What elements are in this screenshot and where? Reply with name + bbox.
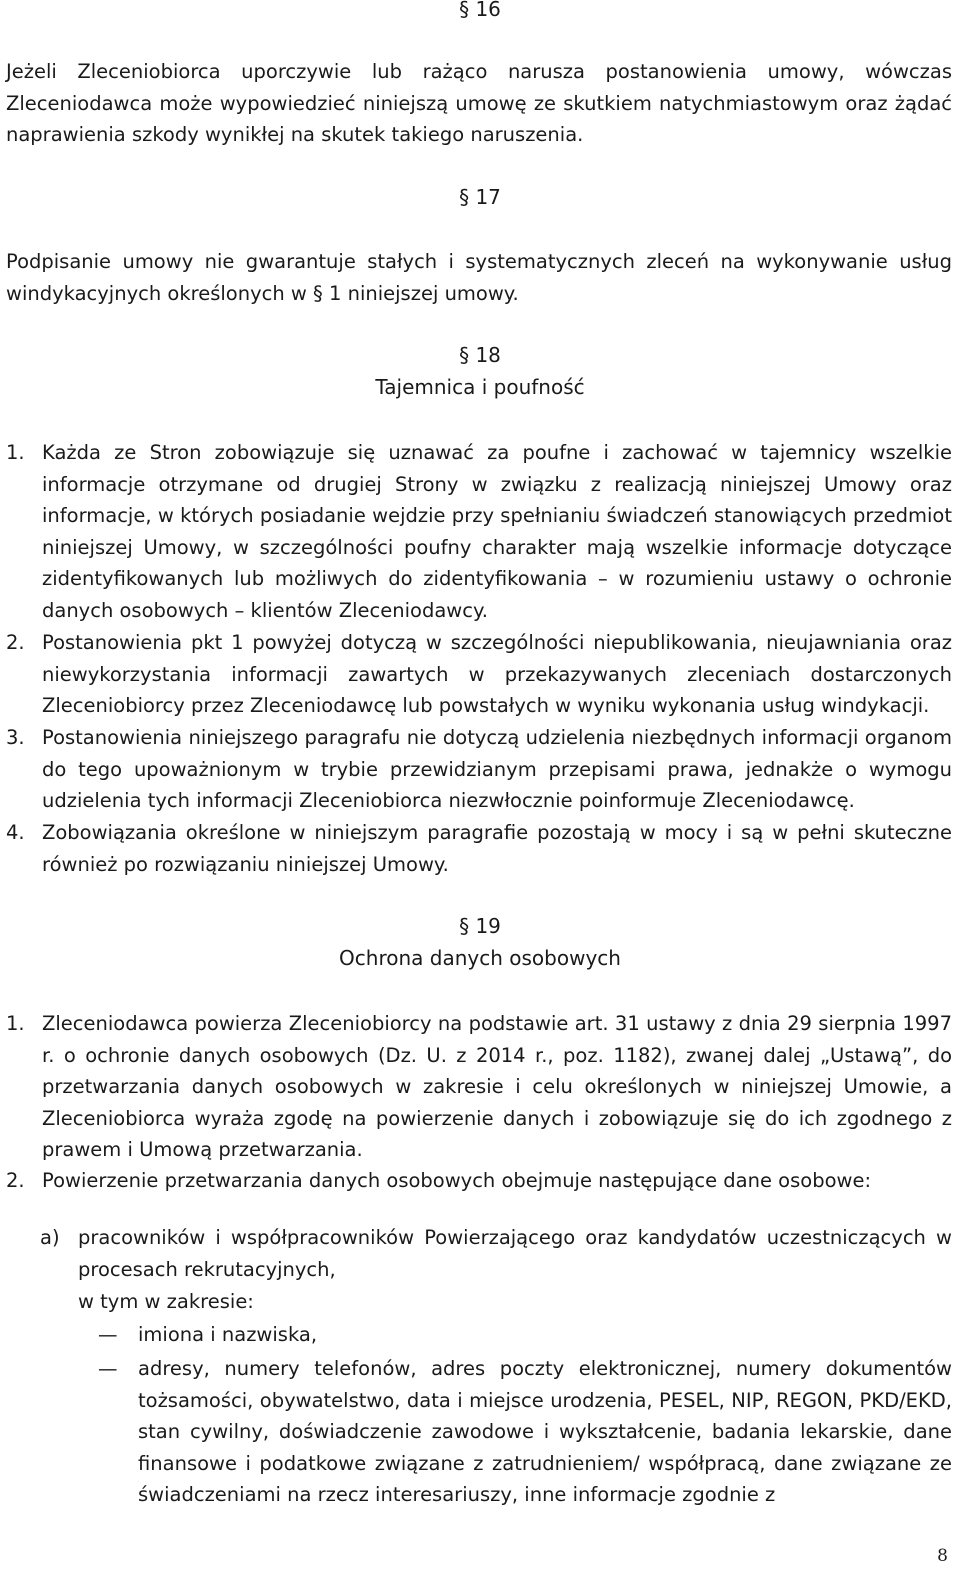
item-text: Powierzenie przetwarzania danych osobowych obejmuje następujące dane osobowe: <box>42 1169 872 1192</box>
dash-item-text: adresy, numery telefonów, adres poczty elektronicznej, numery dokumentów tożsamości, obywatelstwo, data i miejsce urodzenia, PESEL, NIP, REGON, PKD/EKD, stan cywilny, doświadczenie zawodowe i wykształcenie, badania lekarskie, dane finansowe i podatkowe związane z zatrudnieniem/ współpracą, dane związane ze świadczeniami na rzecz interesariuszy, inne informacje zgodnie z <box>138 1357 952 1506</box>
item-number: 4. <box>6 821 25 844</box>
section-17-heading: § 17 <box>459 185 501 209</box>
sub-item-letter: a) <box>40 1226 60 1249</box>
section-16-heading: § 16 <box>459 0 501 21</box>
page-number: 8 <box>937 1546 948 1566</box>
dash-bullet: — <box>98 1357 118 1380</box>
section-19-title: Ochrona danych osobowych <box>339 946 621 970</box>
item-text: Każda ze Stron zobowiązuje się uznawać za poufne i zachować w tajemnicy wszelkie informacje otrzymane od drugiej Strony w związku z realizacją niniejszej Umowy oraz informacje, w których posiadanie wejdzie przy spełnianiu świadczeń stanowiących przedmiot niniejszej Umowy, w szczególności poufny charakter mają wszelkie informacje dotyczące zidentyfikowanych lub możliwych do zidentyfikowania – w rozumieniu ustawy o ochronie danych osobowych – klientów Zleceniodawcy. <box>42 441 952 622</box>
section-18-heading: § 18 <box>459 343 501 367</box>
section-17-paragraph: Podpisanie umowy nie gwarantuje stałych i systematycznych zleceń na wykonywanie usług windykacyjnych określonych w § 1 niniejszej umowy. <box>6 250 952 305</box>
item-number: 3. <box>6 726 25 749</box>
item-number: 1. <box>6 1012 25 1035</box>
dash-item-text: imiona i nazwiska, <box>138 1323 318 1346</box>
sub-item-text: pracowników i współpracowników Powierzającego oraz kandydatów uczestniczących w procesach rekrutacyjnych, <box>78 1226 952 1281</box>
section-18-title: Tajemnica i poufność <box>375 375 585 399</box>
section-16-paragraph: Jeżeli Zleceniobiorca uporczywie lub rażąco narusza postanowienia umowy, wówczas Zleceniodawca może wypowiedzieć niniejszą umowę ze skutkiem natychmiastowym oraz żądać naprawienia szkody wynikłej na skutek takiego naruszenia. <box>6 60 952 146</box>
section-19-heading: § 19 <box>459 914 501 938</box>
item-text: Zleceniodawca powierza Zleceniobiorcy na podstawie art. 31 ustawy z dnia 29 sierpnia 1997 r. o ochronie danych osobowych (Dz. U. z 2014 r., poz. 1182), zwanej dalej „Ustawą”, do przetwarzania danych osobowych w zakresie i celu określonych w niniejszej Umowie, a Zleceniobiorca wyraża zgodę na powierzenie danych i zobowiązuje się do ich zgodnego z prawem i Umową przetwarzania. <box>42 1012 952 1161</box>
scope-label: w tym w zakresie: <box>78 1290 254 1313</box>
item-text: Zobowiązania określone w niniejszym paragrafie pozostają w mocy i są w pełni skuteczne również po rozwiązaniu niniejszej Umowy. <box>42 821 952 876</box>
dash-bullet: — <box>98 1323 118 1346</box>
item-number: 1. <box>6 441 25 464</box>
item-number: 2. <box>6 1169 25 1192</box>
item-text: Postanowienia niniejszego paragrafu nie dotyczą udzielenia niezbędnych informacji organom do tego upoważnionym w trybie przewidzianym przepisami prawa, jednakże o wymogu udzielenia tych informacji Zleceniobiorca niezwłocznie poinformuje Zleceniodawcę. <box>42 726 952 812</box>
item-number: 2. <box>6 631 25 654</box>
item-text: Postanowienia pkt 1 powyżej dotyczą w szczególności niepublikowania, nieujawniania oraz niewykorzystania informacji zawartych w przekazywanych zleceniach dostarczonych Zleceniobiorcy przez Zleceniodawcę lub powstałych w wyniku wykonania usług windykacji. <box>42 631 952 717</box>
